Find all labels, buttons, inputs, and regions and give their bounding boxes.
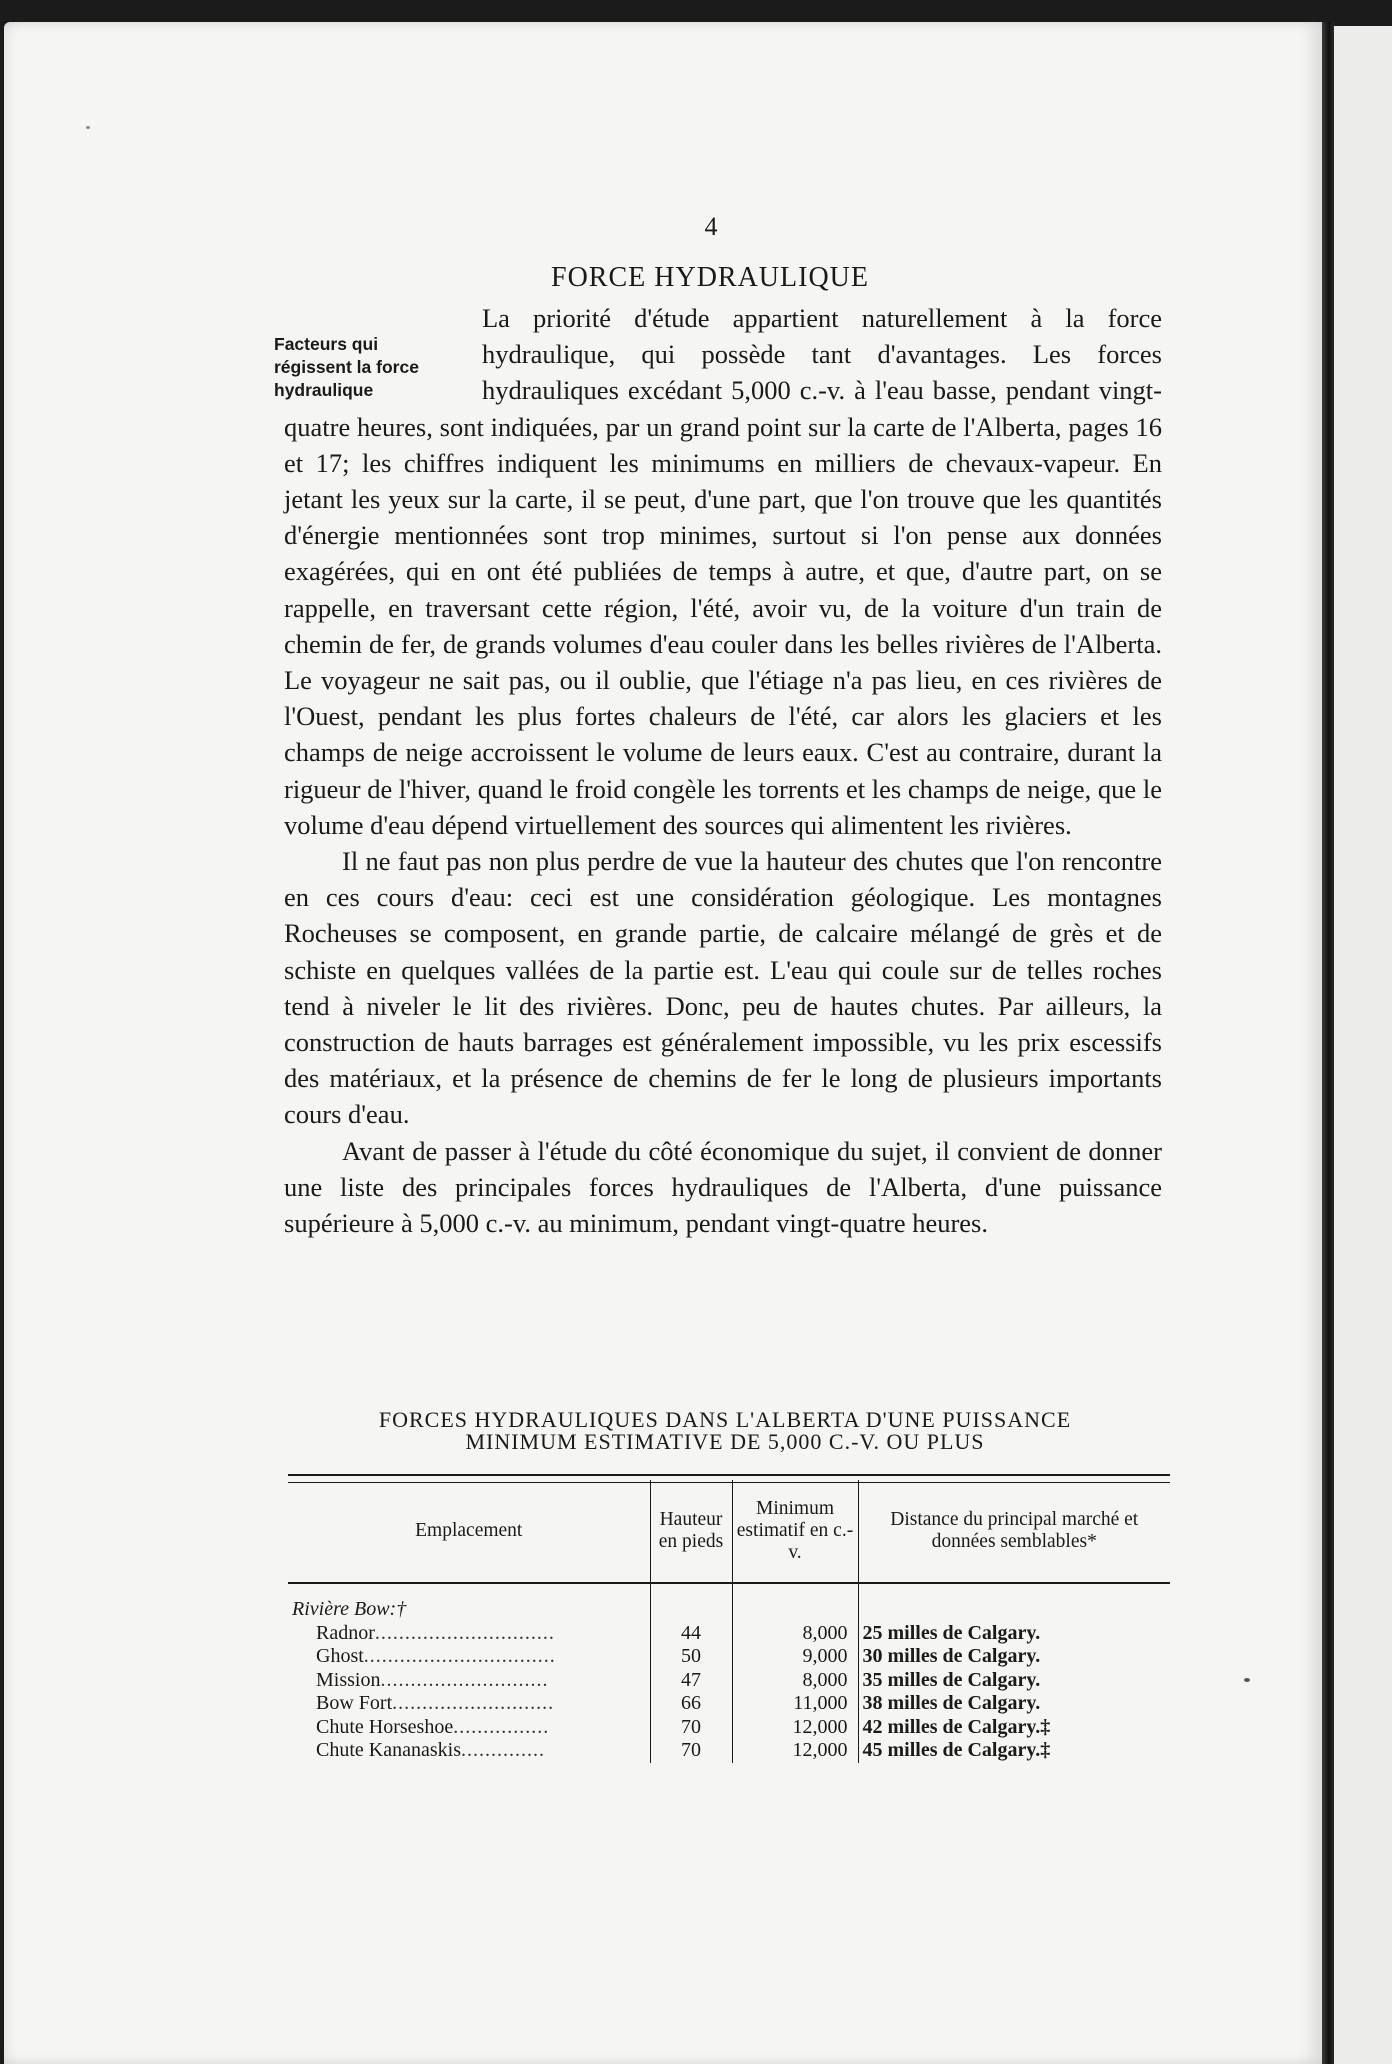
cell-distance xyxy=(858,1645,1170,1669)
cell-location-text: Bow Fort xyxy=(316,1692,393,1714)
dot-leader: ................................ xyxy=(363,1645,556,1667)
cell-distance xyxy=(858,1739,1170,1763)
group-label: Rivière Bow:† xyxy=(292,1598,407,1620)
cell-height xyxy=(650,1692,732,1716)
header-distance: Distance du principal marché et données semblables* xyxy=(858,1480,1170,1583)
cell-location-text: Chute Kananaskis xyxy=(316,1739,461,1761)
cell-minimum xyxy=(732,1669,858,1693)
table-group-row xyxy=(288,1583,1170,1622)
table-row xyxy=(288,1716,1170,1740)
table-title xyxy=(290,1409,1160,1453)
cell-distance-text: 30 milles de Calgary. xyxy=(862,1645,1041,1667)
cell-height-text: 70 xyxy=(681,1715,701,1738)
cell-location-text: Chute Horseshoe xyxy=(316,1715,454,1738)
cell-location-text: Ghost xyxy=(316,1645,364,1667)
cell-height-text: 66 xyxy=(681,1692,701,1714)
cell-distance-text: 25 milles de Calgary. xyxy=(862,1621,1041,1644)
table-row xyxy=(288,1622,1170,1646)
cell-height xyxy=(650,1669,732,1693)
cell-minimum-text: 8,000 xyxy=(802,1668,848,1691)
table-header-row xyxy=(288,1480,1170,1583)
cell-height xyxy=(650,1739,732,1763)
book-spine xyxy=(1322,22,1334,2064)
cell-minimum-text: 9,000 xyxy=(802,1645,848,1667)
cell-distance xyxy=(858,1669,1170,1693)
cell-distance xyxy=(858,1622,1170,1646)
cell-minimum-text: 8,000 xyxy=(802,1621,848,1644)
table-row xyxy=(288,1692,1170,1716)
cell-minimum-text: 12,000 xyxy=(792,1739,848,1761)
dot-leader: .............. xyxy=(460,1739,545,1761)
dot-leader: ........................... xyxy=(392,1692,555,1714)
cell-location xyxy=(288,1716,650,1740)
cell-height-text: 47 xyxy=(681,1668,701,1691)
dot-leader: .............................. xyxy=(374,1621,555,1644)
cell-height-text: 50 xyxy=(681,1645,701,1667)
header-location: Emplacement xyxy=(288,1480,650,1583)
cell-location-text: Radnor xyxy=(316,1621,375,1644)
paragraph: La priorité d'étude appartient naturellement à la force hydraulique, qui possède tant d'avantages. Les forces hydrauliques excédant 5,000 c.-v. à l'eau basse, pendant vingt-quatre heures, sont indiquées, par un grand point sur la carte de l'Alberta, pages 16 et 17; les chiffres indiquent les minimums en milliers de chevaux-vapeur. En jetant les yeux sur la carte, il se peut, d'une part, que l'on trouve que les quantités d'énergie mentionnées sont trop minimes, surtout si l'on pense aux données exagérées, qui en ont été publiées de temps à autre, et que, d'autre part, on se rappelle, en traversant cette région, l'été, avoir vu, de la voiture d'un train de chemin de fer, de grands volumes d'eau couler dans les belles rivières de l'Alberta. Le voyageur ne sait pas, ou il oublie, que l'étiage n'a pas lieu, en ces rivières de l'Ouest, pendant les plus fortes chaleurs de l'été, car alors les glaciers et les champs de neige accroissent le volume de leurs eaux. C'est au contraire, durant la rigueur de l'hiver, quand le froid congèle les torrents et les champs de neige, que le volume d'eau dépend virtuellement des sources qui alimentent les rivières. xyxy=(284,303,1162,840)
paper-speck xyxy=(1244,1678,1250,1682)
cell-height xyxy=(650,1622,732,1646)
paper-speck xyxy=(86,126,90,129)
cell-minimum-text: 12,000 xyxy=(792,1715,848,1738)
cell-minimum xyxy=(732,1716,858,1740)
cell-location-text: Mission xyxy=(316,1668,381,1691)
cell-location xyxy=(288,1739,650,1763)
cell-location xyxy=(288,1669,650,1693)
page-title: FORCE HYDRAULIQUE xyxy=(551,262,869,293)
margin-note-line: hydraulique xyxy=(274,380,374,400)
cell-distance-text: 38 milles de Calgary. xyxy=(862,1692,1041,1714)
cell-minimum-text: 11,000 xyxy=(793,1692,848,1714)
cell-minimum xyxy=(732,1645,858,1669)
cell-distance-text: 42 milles de Calgary.‡ xyxy=(862,1715,1051,1738)
cell-location xyxy=(288,1622,650,1646)
table-title-line: MINIMUM ESTIMATIVE DE 5,000 C.-V. OU PLUS xyxy=(465,1429,985,1454)
body-text xyxy=(284,300,1162,1241)
cell-location xyxy=(288,1645,650,1669)
cell-distance xyxy=(858,1716,1170,1740)
cell-height xyxy=(650,1645,732,1669)
header-height: Hauteur en pieds xyxy=(650,1480,732,1583)
table-row xyxy=(288,1669,1170,1693)
margin-note-line: Facteurs qui xyxy=(274,334,379,354)
cell-minimum xyxy=(732,1692,858,1716)
paragraph: Avant de passer à l'étude du côté économique du sujet, il convient de donner une liste des principales forces hydrauliques de l'Alberta, d'une puissance supérieure à 5,000 c.-v. au minimum, pendant vingt-quatre heures. xyxy=(284,1135,1162,1239)
cell-height-text: 70 xyxy=(681,1739,701,1761)
table-row xyxy=(288,1645,1170,1669)
cell-minimum xyxy=(732,1739,858,1763)
cell-distance-text: 35 milles de Calgary. xyxy=(862,1668,1041,1691)
page-number: 4 xyxy=(704,212,718,241)
water-power-table xyxy=(288,1480,1170,1763)
dot-leader: ................ xyxy=(453,1715,550,1738)
paragraph: Il ne faut pas non plus perdre de vue la hauteur des chutes que l'on rencontre en ces cours d'eau: ceci est une considération géologique. Les montagnes Rocheuses se composent, en grande partie, de calcaire mélangé de grès et de schiste en quelques vallées de la partie est. L'eau qui coule sur de telles roches tend à niveler le lit des rivières. Donc, peu de hautes chutes. Par ailleurs, la construction de hauts barrages est généralement impossible, vu les prix escessifs des matériaux, et la présence de chemins de fer le long de plusieurs importants cours d'eau. xyxy=(284,846,1162,1130)
cell-location xyxy=(288,1692,650,1716)
cell-height-text: 44 xyxy=(681,1621,701,1644)
margin-note-line: régissent la force xyxy=(274,357,419,377)
cell-minimum xyxy=(732,1622,858,1646)
cell-distance-text: 45 milles de Calgary.‡ xyxy=(862,1739,1051,1761)
table-row xyxy=(288,1739,1170,1763)
table-title-line: FORCES HYDRAULIQUES DANS L'ALBERTA D'UNE PUISSANCE xyxy=(378,1407,1072,1432)
header-minimum: Minimum estimatif en c.-v. xyxy=(732,1480,858,1583)
cell-distance xyxy=(858,1692,1170,1716)
dot-leader: ............................ xyxy=(380,1668,549,1691)
cell-height xyxy=(650,1716,732,1740)
adjacent-page-edge xyxy=(1334,26,1392,2064)
